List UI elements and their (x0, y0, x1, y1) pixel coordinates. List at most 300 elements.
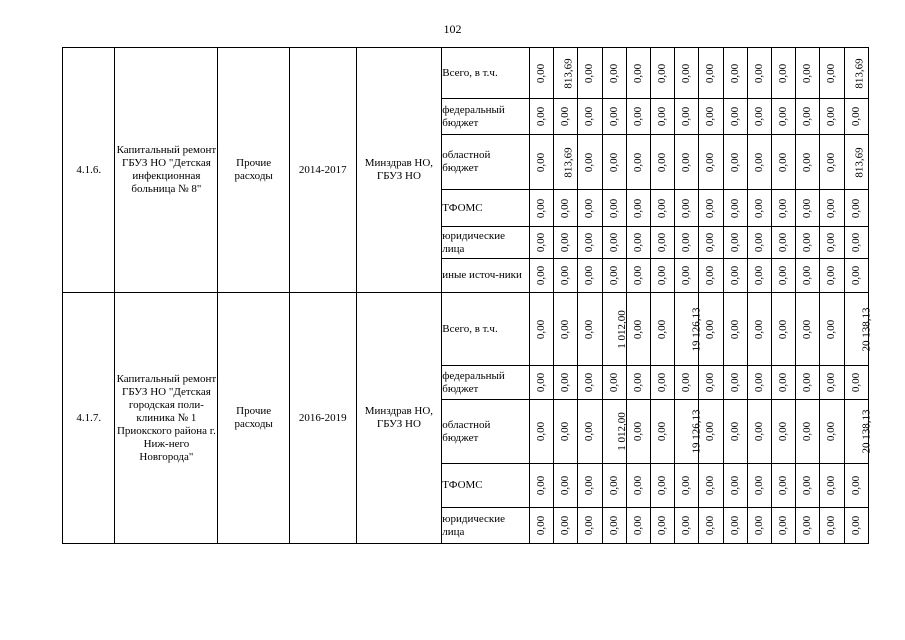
amount-value: 0,00 (631, 152, 644, 172)
amount-cell (675, 400, 703, 464)
amount-cell (747, 464, 771, 508)
amount-cell (723, 190, 747, 227)
amount-cell (626, 293, 650, 366)
amount-value: 0,00 (559, 198, 572, 218)
amount-value: 0,00 (656, 198, 669, 218)
amount-cell (530, 259, 554, 293)
amount-value: 0,00 (825, 265, 838, 286)
amount-value: 0,00 (680, 232, 693, 253)
amount-cell (772, 259, 796, 293)
amount-cell (796, 464, 820, 508)
amount-cell (651, 400, 675, 464)
amount-value: 0,00 (583, 515, 596, 536)
amount-cell (602, 99, 626, 135)
amount-cell (554, 227, 578, 259)
amount-value: 0,00 (607, 198, 620, 218)
amount-value: 0,00 (631, 106, 644, 127)
amount-cell (747, 48, 771, 99)
amount-cell (796, 190, 820, 227)
amount-value: 0,00 (801, 265, 814, 286)
amount-cell (675, 508, 699, 544)
amount-value: 0,00 (825, 152, 838, 172)
amount-cell (675, 259, 699, 293)
amount-value: 0,00 (607, 63, 620, 83)
amount-value: 813,69 (853, 146, 866, 178)
amount-value: 0,00 (656, 421, 669, 442)
amount-cell (844, 99, 868, 135)
amount-value: 0,00 (607, 106, 620, 127)
amount-value: 0,00 (825, 421, 838, 442)
amount-value: 0,00 (559, 319, 572, 339)
amount-cell (723, 400, 747, 464)
amount-cell (602, 400, 626, 464)
amount-cell (675, 99, 699, 135)
amount-value: 0,00 (728, 319, 741, 339)
amount-cell (675, 227, 699, 259)
amount-value: 0,00 (631, 515, 644, 536)
amount-value: 0,00 (777, 421, 790, 442)
amount-cell (844, 227, 868, 259)
amount-cell (578, 259, 602, 293)
amount-value: 0,00 (728, 265, 741, 286)
amount-value: 0,00 (607, 372, 620, 393)
amount-value: 0,00 (728, 106, 741, 127)
amount-value: 0,00 (704, 319, 717, 339)
amount-cell (602, 259, 626, 293)
amount-cell (626, 99, 650, 135)
amount-value: 0,00 (656, 265, 669, 286)
amount-value: 0,00 (631, 421, 644, 442)
amount-value: 0,00 (801, 63, 814, 83)
amount-value: 0,00 (583, 421, 596, 442)
amount-cell (554, 99, 578, 135)
amount-cell (602, 227, 626, 259)
amount-value: 0,00 (825, 319, 838, 339)
page-number: 102 (443, 22, 462, 36)
budget-table (62, 47, 873, 544)
amount-value: 0,00 (680, 152, 693, 172)
amount-value: 0,00 (704, 152, 717, 172)
amount-value: 0,00 (728, 372, 741, 393)
table-row (63, 293, 869, 366)
amount-cell (747, 259, 771, 293)
amount-value: 0,00 (704, 372, 717, 393)
amount-cell (530, 190, 554, 227)
amount-cell (578, 400, 602, 464)
amount-value: 0,00 (583, 63, 596, 83)
amount-cell (796, 508, 820, 544)
amount-value: 0,00 (583, 232, 596, 253)
amount-value: 0,00 (752, 319, 765, 339)
amount-cell (530, 508, 554, 544)
amount-cell (651, 135, 675, 190)
amount-cell (796, 259, 820, 293)
amount-cell (844, 259, 868, 293)
amount-cell (530, 400, 554, 464)
amount-value: 0,00 (777, 372, 790, 393)
amount-value: 0,00 (704, 475, 717, 496)
amount-value: 0,00 (535, 421, 548, 442)
amount-value: 0,00 (559, 372, 572, 393)
amount-cell (844, 464, 868, 508)
amount-cell (796, 135, 820, 190)
amount-value: 0,00 (656, 319, 669, 339)
amount-cell (772, 508, 796, 544)
amount-value: 0,00 (704, 63, 717, 83)
amount-value: 0,00 (728, 515, 741, 536)
project-period: 2014-2017 (289, 48, 356, 293)
amount-cell (530, 48, 554, 99)
amount-cell (651, 48, 675, 99)
amount-value: 0,00 (777, 198, 790, 218)
amount-value: 0,00 (559, 515, 572, 536)
amount-cell (651, 190, 675, 227)
project-name: Капитальный ремонт ГБУЗ НО "Детская городская поли-клиника № 1 Приокского района г. Ниж-него Новгорода" (115, 293, 218, 544)
funding-source: Всего, в т.ч. (442, 48, 530, 99)
amount-value: 0,00 (631, 198, 644, 218)
expense-type: Прочие расходы (218, 293, 290, 544)
amount-cell (772, 99, 796, 135)
amount-value: 0,00 (535, 372, 548, 393)
amount-cell (578, 190, 602, 227)
amount-value: 0,00 (631, 63, 644, 83)
amount-cell (530, 293, 554, 366)
amount-value: 0,00 (825, 63, 838, 83)
amount-cell (820, 190, 844, 227)
amount-cell (626, 227, 650, 259)
amount-cell (554, 464, 578, 508)
amount-value: 0,00 (728, 198, 741, 218)
amount-cell (772, 293, 796, 366)
amount-cell (796, 400, 820, 464)
amount-cell (820, 259, 844, 293)
amount-cell (699, 99, 723, 135)
amount-cell (578, 366, 602, 400)
amount-cell (772, 135, 796, 190)
amount-cell (554, 508, 578, 544)
amount-cell (796, 227, 820, 259)
amount-value: 0,00 (559, 106, 572, 127)
amount-cell (747, 227, 771, 259)
amount-cell (578, 48, 602, 99)
amount-value: 0,00 (849, 232, 862, 253)
amount-value: 0,00 (801, 232, 814, 253)
amount-cell (820, 366, 844, 400)
amount-cell (675, 464, 699, 508)
amount-value: 813,69 (562, 57, 575, 89)
amount-cell (578, 227, 602, 259)
funding-source: юридические лица (442, 227, 530, 259)
amount-cell (675, 190, 699, 227)
amount-cell (747, 366, 771, 400)
amount-value: 0,00 (680, 198, 693, 218)
amount-cell (844, 190, 868, 227)
amount-cell (699, 190, 723, 227)
amount-value: 0,00 (849, 515, 862, 536)
amount-value: 19 126,13 (690, 307, 703, 351)
amount-cell (820, 48, 844, 99)
project-code: 4.1.6. (63, 48, 115, 293)
amount-value: 0,00 (728, 475, 741, 496)
amount-value: 0,00 (728, 63, 741, 83)
amount-cell (675, 293, 703, 366)
amount-value: 0,00 (752, 63, 765, 83)
amount-cell (820, 135, 844, 190)
amount-value: 0,00 (607, 265, 620, 286)
amount-cell (772, 464, 796, 508)
amount-value: 0,00 (607, 515, 620, 536)
amount-value: 0,00 (704, 106, 717, 127)
amount-value: 0,00 (752, 372, 765, 393)
amount-value: 0,00 (535, 152, 548, 172)
amount-value: 0,00 (752, 198, 765, 218)
amount-cell (844, 366, 868, 400)
amount-cell (820, 508, 844, 544)
amount-value: 20 138,13 (860, 307, 873, 351)
amount-cell (723, 293, 747, 366)
amount-value: 0,00 (777, 265, 790, 286)
amount-cell (675, 366, 699, 400)
amount-cell (747, 99, 771, 135)
amount-cell (723, 48, 747, 99)
amount-value: 0,00 (777, 232, 790, 253)
amount-value: 0,00 (777, 515, 790, 536)
amount-cell (699, 366, 723, 400)
amount-cell (530, 99, 554, 135)
amount-value: 0,00 (680, 515, 693, 536)
project-executor: Минздрав НО, ГБУЗ НО (356, 48, 442, 293)
amount-value: 1 012,00 (615, 309, 628, 349)
amount-cell (699, 464, 723, 508)
amount-value: 0,00 (825, 106, 838, 127)
amount-value: 0,00 (825, 232, 838, 253)
amount-cell (844, 293, 873, 366)
amount-cell (723, 464, 747, 508)
amount-value: 0,00 (801, 106, 814, 127)
amount-value: 813,69 (853, 57, 866, 89)
amount-value: 0,00 (583, 152, 596, 172)
amount-cell (626, 48, 650, 99)
amount-value: 0,00 (849, 106, 862, 127)
amount-value: 0,00 (704, 232, 717, 253)
amount-value: 0,00 (752, 265, 765, 286)
amount-value: 0,00 (631, 475, 644, 496)
amount-value: 0,00 (607, 475, 620, 496)
amount-value: 0,00 (559, 475, 572, 496)
amount-cell (578, 464, 602, 508)
amount-value: 0,00 (728, 232, 741, 253)
amount-cell (651, 293, 675, 366)
amount-cell (723, 99, 747, 135)
amount-value: 0,00 (825, 515, 838, 536)
amount-value: 0,00 (752, 232, 765, 253)
funding-source: Всего, в т.ч. (442, 293, 530, 366)
amount-value: 0,00 (825, 198, 838, 218)
funding-source: федеральный бюджет (442, 366, 530, 400)
amount-cell (626, 190, 650, 227)
amount-cell (626, 366, 650, 400)
amount-value: 813,69 (562, 146, 575, 178)
amount-value: 0,00 (631, 232, 644, 253)
amount-cell (723, 508, 747, 544)
amount-cell (844, 400, 873, 464)
amount-cell (772, 366, 796, 400)
amount-cell (602, 48, 626, 99)
amount-value: 0,00 (825, 372, 838, 393)
amount-cell (699, 259, 723, 293)
amount-cell (530, 227, 554, 259)
amount-cell (675, 48, 699, 99)
amount-value: 0,00 (704, 421, 717, 442)
amount-value: 0,00 (656, 372, 669, 393)
amount-cell (651, 366, 675, 400)
amount-cell (578, 293, 602, 366)
amount-value: 0,00 (680, 265, 693, 286)
amount-value: 0,00 (656, 152, 669, 172)
amount-value: 0,00 (752, 421, 765, 442)
amount-cell (699, 48, 723, 99)
amount-cell (626, 400, 650, 464)
amount-value: 0,00 (777, 63, 790, 83)
amount-cell (820, 464, 844, 508)
amount-cell (554, 190, 578, 227)
amount-value: 0,00 (704, 265, 717, 286)
amount-value: 0,00 (801, 198, 814, 218)
amount-value: 0,00 (680, 475, 693, 496)
amount-cell (602, 464, 626, 508)
amount-cell (699, 135, 723, 190)
amount-value: 0,00 (849, 372, 862, 393)
amount-value: 19 126,13 (690, 409, 703, 454)
amount-value: 0,00 (801, 475, 814, 496)
amount-cell (675, 135, 699, 190)
amount-cell (772, 48, 796, 99)
amount-cell (626, 464, 650, 508)
amount-cell (578, 99, 602, 135)
amount-value: 0,00 (583, 319, 596, 339)
amount-value: 0,00 (849, 198, 862, 218)
amount-value: 0,00 (656, 475, 669, 496)
amount-value: 1 012,00 (615, 412, 628, 451)
amount-value: 20 138,13 (860, 409, 873, 454)
amount-cell (651, 99, 675, 135)
amount-cell (651, 227, 675, 259)
amount-value: 0,00 (777, 106, 790, 127)
amount-cell (796, 366, 820, 400)
amount-value: 0,00 (728, 152, 741, 172)
amount-cell (602, 366, 626, 400)
amount-value: 0,00 (801, 319, 814, 339)
amount-value: 0,00 (535, 319, 548, 339)
amount-cell (626, 135, 650, 190)
amount-cell (796, 99, 820, 135)
amount-cell (796, 48, 820, 99)
amount-cell (699, 508, 723, 544)
amount-value: 0,00 (631, 319, 644, 339)
amount-cell (772, 190, 796, 227)
amount-value: 0,00 (535, 265, 548, 286)
amount-value: 0,00 (849, 265, 862, 286)
amount-value: 0,00 (559, 265, 572, 286)
project-executor: Минздрав НО, ГБУЗ НО (356, 293, 442, 544)
amount-cell (747, 293, 771, 366)
amount-value: 0,00 (535, 106, 548, 127)
amount-value: 0,00 (801, 421, 814, 442)
amount-value: 0,00 (680, 106, 693, 127)
funding-source: иные источ-ники (442, 259, 530, 293)
amount-cell (844, 508, 868, 544)
amount-value: 0,00 (535, 63, 548, 83)
amount-cell (626, 259, 650, 293)
amount-cell (723, 259, 747, 293)
amount-value: 0,00 (752, 152, 765, 172)
table-row (63, 48, 869, 99)
amount-value: 0,00 (583, 265, 596, 286)
amount-value: 0,00 (777, 319, 790, 339)
amount-value: 0,00 (583, 106, 596, 127)
amount-cell (747, 508, 771, 544)
amount-value: 0,00 (607, 232, 620, 253)
amount-cell (651, 464, 675, 508)
funding-source: областной бюджет (442, 135, 530, 190)
amount-value: 0,00 (535, 232, 548, 253)
amount-cell (723, 135, 747, 190)
amount-value: 0,00 (777, 475, 790, 496)
amount-cell (578, 135, 602, 190)
amount-value: 0,00 (559, 421, 572, 442)
amount-cell (602, 135, 626, 190)
amount-value: 0,00 (559, 232, 572, 253)
amount-value: 0,00 (777, 152, 790, 172)
amount-cell (820, 400, 844, 464)
amount-cell (651, 259, 675, 293)
funding-source: ТФОМС (442, 190, 530, 227)
amount-cell (747, 135, 771, 190)
amount-value: 0,00 (656, 63, 669, 83)
amount-cell (626, 508, 650, 544)
amount-value: 0,00 (535, 475, 548, 496)
amount-value: 0,00 (656, 106, 669, 127)
amount-value: 0,00 (752, 106, 765, 127)
amount-cell (723, 366, 747, 400)
amount-value: 0,00 (680, 372, 693, 393)
amount-cell (554, 48, 578, 99)
amount-cell (554, 293, 578, 366)
amount-cell (530, 135, 554, 190)
project-name: Капитальный ремонт ГБУЗ НО "Детская инфекционная больница № 8" (115, 48, 218, 293)
funding-source: федеральный бюджет (442, 99, 530, 135)
project-code: 4.1.7. (63, 293, 115, 544)
amount-cell (747, 190, 771, 227)
amount-value: 0,00 (535, 515, 548, 536)
amount-value: 0,00 (801, 515, 814, 536)
amount-value: 0,00 (752, 515, 765, 536)
amount-value: 0,00 (825, 475, 838, 496)
amount-cell (602, 293, 626, 366)
funding-source: ТФОМС (442, 464, 530, 508)
amount-value: 0,00 (704, 198, 717, 218)
amount-value: 0,00 (728, 421, 741, 442)
amount-cell (554, 400, 578, 464)
amount-value: 0,00 (631, 372, 644, 393)
amount-cell (554, 366, 578, 400)
funding-source: областной бюджет (442, 400, 530, 464)
amount-value: 0,00 (656, 515, 669, 536)
project-period: 2016-2019 (289, 293, 356, 544)
amount-value: 0,00 (680, 63, 693, 83)
amount-cell (820, 99, 844, 135)
amount-cell (820, 293, 844, 366)
